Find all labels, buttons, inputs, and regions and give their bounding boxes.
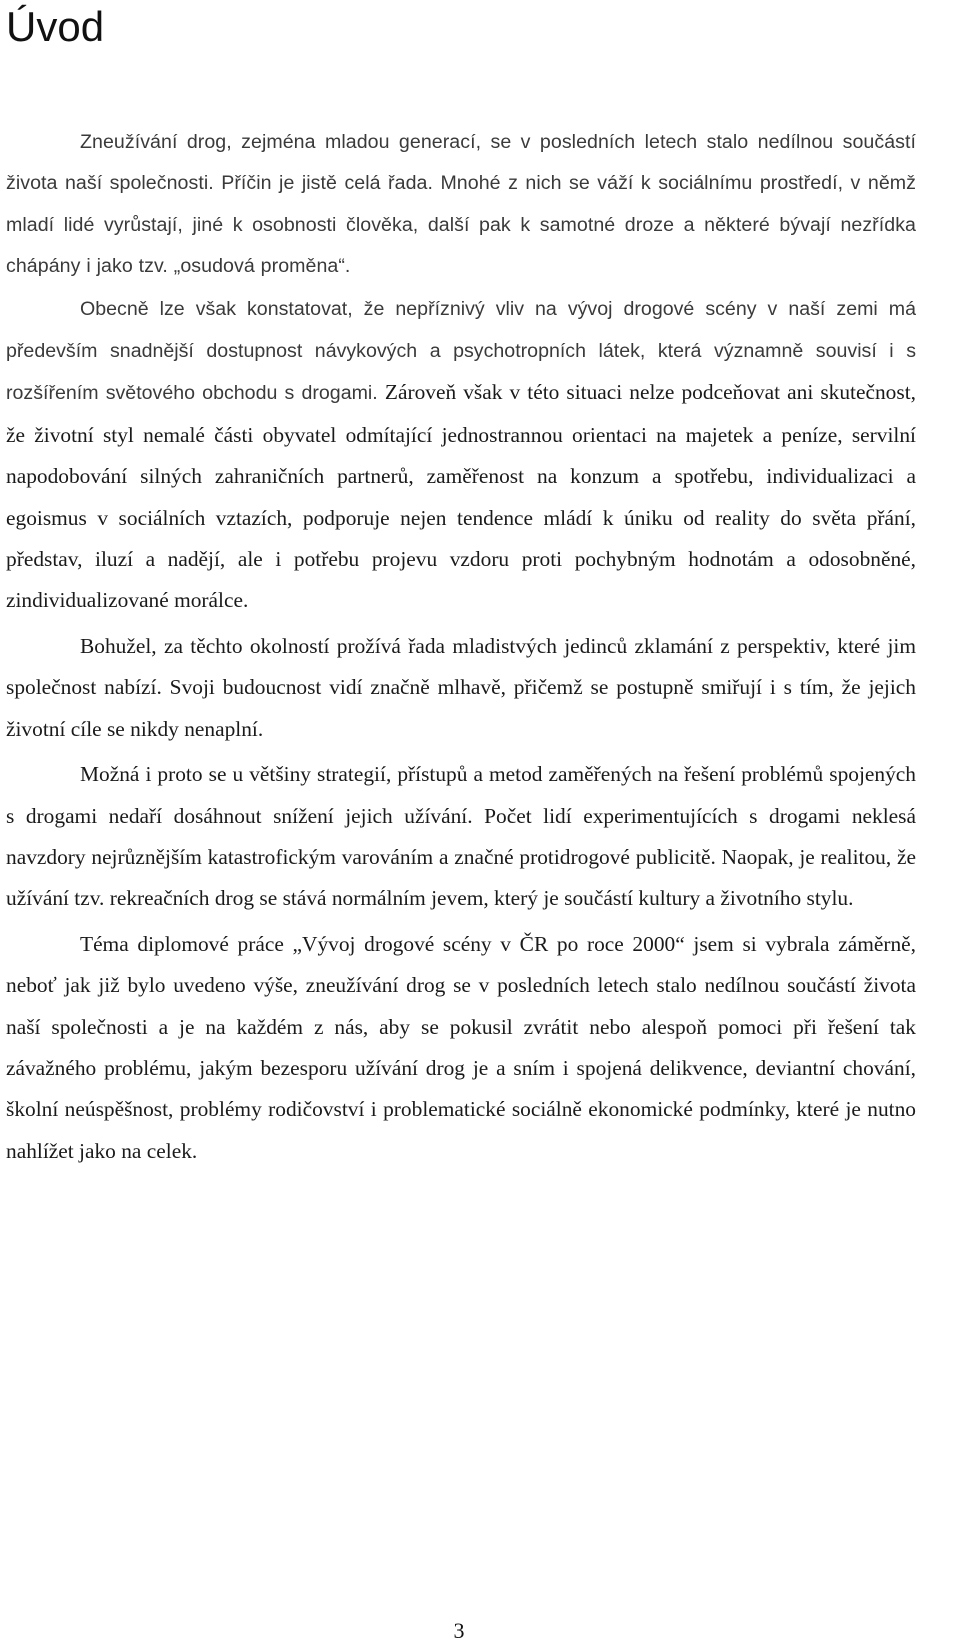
paragraph-2 xyxy=(6,288,916,622)
body-text xyxy=(6,122,916,1172)
paragraph-1: Zneužívání drog, zejména mladou generací, se v posledních letech stalo nedílnou součástí života naší společnosti. Příčin je jistě celá řada. Mnohé z nich se váží k sociálnímu prostředí, v němž mladí lidé vyrůstají, jiné k osobnosti člověka, další pak k samotné droze a některé bývají nezřídka chápány i jako tzv. „osudová proměna“. xyxy=(6,131,916,278)
paragraph-2-part-a: Obecně lze však konstatovat, že nepříznivý vliv na vývoj drogové scény v naší zemi má především snadnější dostupnost návykových a psychotropních látek, která významně souvisí i s rozšířením světového obchodu s drogami. xyxy=(6,297,916,405)
paragraph-5: Téma diplomové práce „Vývoj drogové scény v ČR po roce 2000“ jsem si vybrala záměrně, neboť jak již bylo uvedeno výše, zneužívání drog se v posledních letech stalo nedílnou součástí života naší společnosti a je na každém z nás, aby se pokusil zvrátit nebo alespoň pomoci při řešení tak závažného problému, jakým bezesporu užívání drog je a sním i spojená delikvence, deviantní chování, školní neúspěšnost, problémy rodičovství i problematické sociálně ekonomické podmínky, které je nutno nahlížet jako na celek. xyxy=(6,931,916,1163)
paragraph-2-part-b: Zároveň však v této situaci nelze podceňovat ani skutečnost, že životní styl nemalé části obyvatel odmítající jednostrannou orientaci na majetek a peníze, servilní napodobování silných zahraničních partnerů, zaměřenost na konzum a spotřebu, individualizaci a egoismus v sociálních vztazích, podporuje nejen tendence mládí k úniku od reality do světa přání, představ, iluzí a nadějí, ale i potřebu projevu vzdoru proti pochybným hodnotám a odosobněné, zindividualizované morálce. xyxy=(6,380,916,613)
paragraph-4: Možná i proto se u většiny strategií, přístupů a metod zaměřených na řešení problémů spojených s drogami nedaří dosáhnout snížení jejich užívání. Počet lidí experimentujících s drogami neklesá navzdory nejrůznějším katastrofickým varováním a značné protidrogové publicitě. Naopak, je realitou, že užívání tzv. rekreačních drog se stává normálním jevem, který je součástí kultury a životního stylu. xyxy=(6,762,916,911)
page-title: Úvod xyxy=(6,3,105,50)
page-number: 3 xyxy=(453,1618,465,1643)
paragraph-3: Bohužel, za těchto okolností prožívá řada mladistvých jedinců zklamání z perspektiv, které jim společnost nabízí. Svoji budoucnost vidí značně mlhavě, přičemž se postupně smiřují i s tím, že jejich životní cíle se nikdy nenaplní. xyxy=(6,633,916,741)
